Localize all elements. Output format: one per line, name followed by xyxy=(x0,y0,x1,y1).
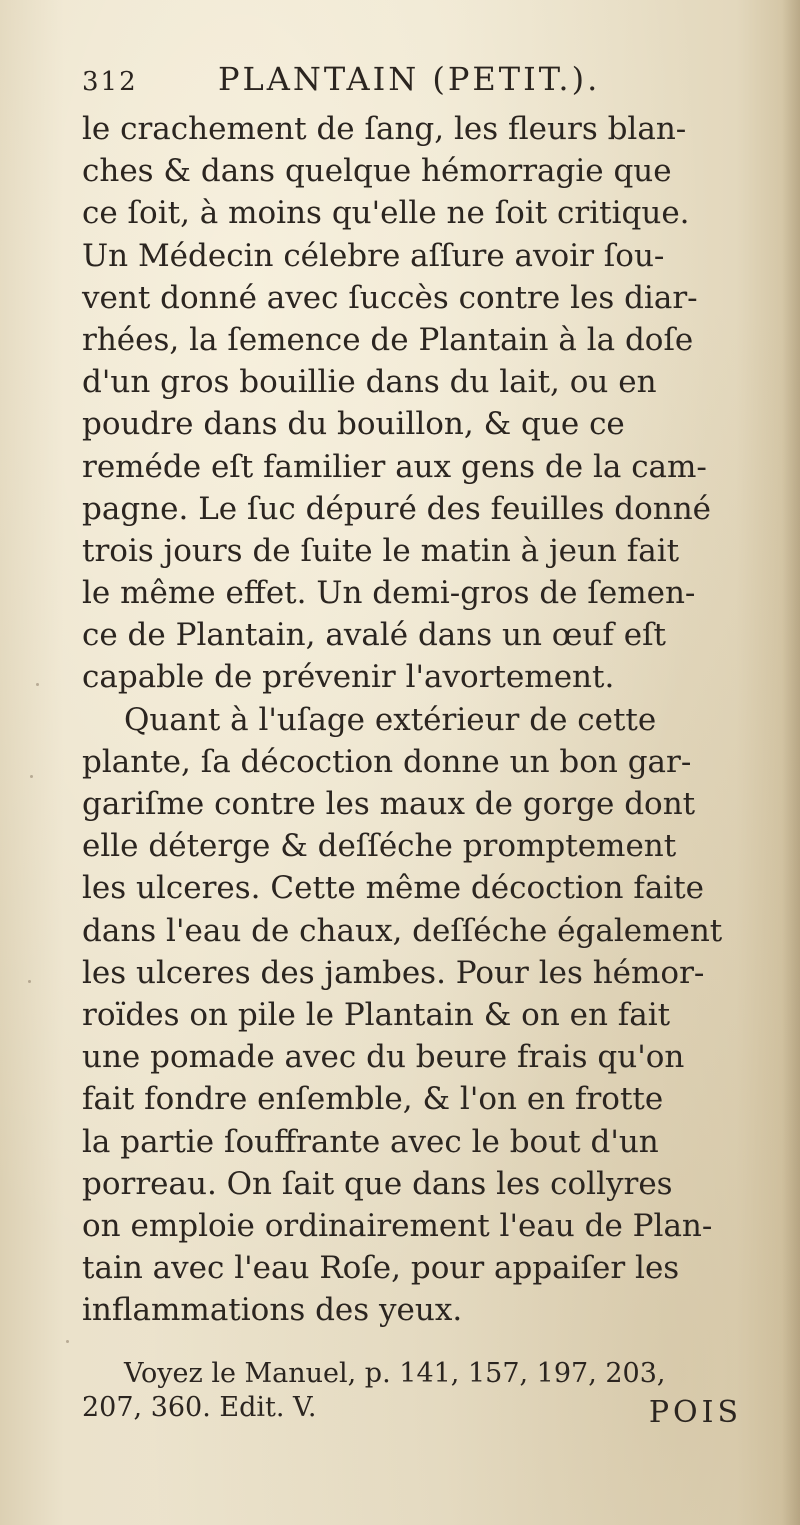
text-line: capable de prévenir l'avortement. xyxy=(82,659,615,696)
text-line: le crachement de ſang, les fleurs blan- xyxy=(82,111,687,147)
text-line: poudre dans du bouillon, & que ce xyxy=(82,406,625,443)
text-line: roïdes on pile le Plantain & on en fait xyxy=(82,996,671,1033)
paper-speck xyxy=(36,683,39,686)
text-line: trois jours de ſuite le matin à jeun fait xyxy=(82,532,680,569)
text-line: ce ſoit, à moins qu'elle ne ſoit critique. xyxy=(82,195,690,232)
text-line: Quant à l'uſage extérieur de cette xyxy=(124,701,657,738)
footnote-line: 207, 360. Edit. V. xyxy=(82,1392,317,1424)
text-line: porreau. On ſait que dans les collyres xyxy=(82,1165,673,1202)
text-line: rhées, la ſemence de Plantain à la doſe xyxy=(82,321,694,358)
catchword: POIS xyxy=(648,1395,742,1431)
text-line: inflammations des yeux. xyxy=(82,1292,463,1329)
footnote xyxy=(82,1357,772,1431)
page-header xyxy=(82,60,772,106)
text-line: ches & dans quelque hémorragie que xyxy=(82,153,672,190)
text-line: tain avec l'eau Roſe, pour appaiſer les xyxy=(82,1250,680,1287)
text-line: fait fondre enſemble, & l'on en frotte xyxy=(82,1081,664,1118)
text-line: reméde eſt familier aux gens de la cam- xyxy=(82,448,707,485)
footnote-line: Voyez le Manuel, p. 141, 157, 197, 203, xyxy=(124,1358,666,1390)
text-line: Un Médecin célebre aſſure avoir ſou- xyxy=(82,237,665,274)
text-line: d'un gros bouillie dans du lait, ou en xyxy=(82,364,657,401)
paragraph-1 xyxy=(82,108,772,699)
paper-speck xyxy=(28,980,31,983)
paragraph-2 xyxy=(82,699,772,1332)
text-line: ce de Plantain, avalé dans un œuf eſt xyxy=(82,617,667,654)
page-text xyxy=(82,60,772,1431)
text-line: dans l'eau de chaux, deſſéche également xyxy=(82,912,723,949)
text-line: le même effet. Un demi-gros de ſemen- xyxy=(82,575,696,612)
text-line: pagne. Le ſuc dépuré des feuilles donné xyxy=(82,490,712,527)
paper-speck xyxy=(30,775,33,778)
paper-speck xyxy=(66,1340,69,1343)
running-title: PLANTAIN (PETIT.). xyxy=(218,60,601,98)
text-line: elle déterge & deſſéche promptement xyxy=(82,828,677,865)
page-edge-shadow xyxy=(782,0,800,1525)
text-line: plante, ſa décoction donne un bon gar- xyxy=(82,743,692,780)
footnote-last-row xyxy=(82,1391,772,1431)
text-line: la partie ſouffrante avec le bout d'un xyxy=(82,1123,659,1160)
text-line: vent donné avec ſuccès contre les diar- xyxy=(82,279,698,316)
text-line: une pomade avec du beure frais qu'on xyxy=(82,1039,685,1076)
text-line: les ulceres. Cette même décoction faite xyxy=(82,870,705,907)
page-number: 312 xyxy=(82,67,138,97)
text-line: les ulceres des jambes. Pour les hémor- xyxy=(82,954,705,991)
text-line: gariſme contre les maux de gorge dont xyxy=(82,786,696,822)
text-line: on emploie ordinairement l'eau de Plan- xyxy=(82,1207,713,1244)
